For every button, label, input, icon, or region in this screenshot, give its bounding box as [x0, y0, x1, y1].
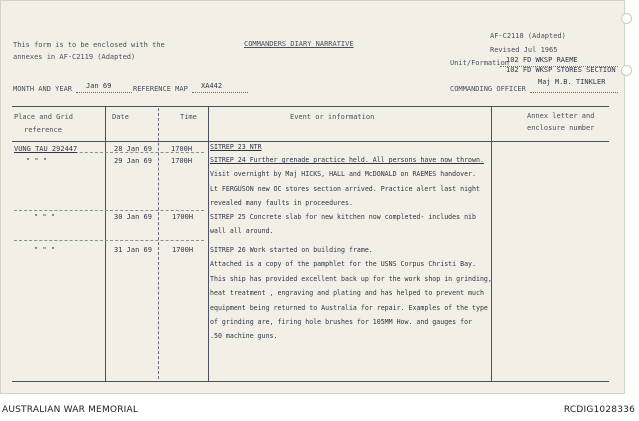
entry-line: equipment being returned to Australia for repair. Examples of the type — [210, 303, 488, 312]
entry-line: SITREP 23 NTR — [210, 143, 262, 151]
punch-hole — [621, 65, 632, 76]
column-divider-dashed — [158, 108, 159, 379]
header-annex-2: enclosure number — [527, 124, 595, 132]
entry-line: SITREP 24 Further grenade practice held. All persons have now thrown. — [210, 156, 484, 164]
row-1-place: VUNG TAU 292447 — [14, 145, 78, 153]
header-annex: Annex letter and — [527, 112, 595, 120]
reference-dotted-line — [192, 92, 248, 93]
commanding-value: Maj M.B. TINKLER — [538, 78, 606, 86]
month-dotted-line — [76, 92, 132, 93]
month-value: Jan 69 — [86, 82, 112, 90]
entry-line: This ship has provided excellent back up for the work shop in grinding, — [210, 274, 492, 283]
header-event: Event or information — [290, 113, 375, 121]
row-3-time: 1700H — [172, 213, 194, 221]
row-2-time: 1700H — [171, 157, 193, 165]
entry-line: SITREP 26 Work started on building frame. — [210, 246, 373, 254]
punch-hole — [621, 13, 632, 24]
entry-line: Lt FERGUSON new OC stores section arrived. Practice alert last night — [210, 184, 480, 193]
form-number: AF-C2118 (Adapted) — [490, 32, 566, 40]
header-place: Place and Grid — [14, 113, 74, 121]
entry-line: of grinding are, firing hole brushes for 105MM How. and gauges for — [210, 318, 473, 327]
header-time: Time — [180, 113, 197, 121]
row-1-time: 1700H — [171, 145, 193, 153]
commanding-dotted-line — [530, 92, 618, 93]
row-4-date: 31 Jan 69 — [114, 246, 152, 254]
row-4-time: 1700H — [172, 246, 194, 254]
unit-label: Unit/Formation — [450, 59, 510, 67]
table-bottom-rule — [12, 381, 609, 382]
unit-value-2: 102 FD WKSP STORES SECTION — [506, 66, 616, 74]
entry-line: Attached is a copy of the pamphlet for the USNS Corpus Christi Bay. — [210, 260, 476, 269]
row-4-entry — [210, 243, 495, 344]
reference-label: REFERENCE MAP — [133, 85, 188, 93]
row-2-place: " " " — [26, 157, 48, 165]
entry-line: Visit overnight by Maj HICKS, HALL and McDONALD on RAEMES handover. — [210, 170, 476, 179]
column-divider — [208, 106, 209, 381]
row-4-place: " " " — [34, 246, 56, 254]
unit-value-1: 102 FD WKSP RAEME — [506, 56, 578, 64]
header-place-2: reference — [24, 126, 62, 134]
column-divider — [105, 106, 106, 381]
reference-value: XA442 — [201, 82, 223, 90]
table-top-rule — [12, 106, 609, 107]
row-3-place: " " " — [34, 213, 56, 221]
header-date: Date — [112, 113, 129, 121]
entry-line: heat treatment , engraving and plating and has helped to prevent much — [210, 289, 484, 298]
entry-line: .50 machine guns. — [210, 332, 278, 341]
row-separator — [14, 210, 204, 211]
commanding-label: COMMANDING OFFICER — [450, 85, 526, 93]
row-3-entry — [210, 210, 495, 239]
instruction-line-1: This form is to be enclosed with the — [13, 41, 165, 49]
footer-record-id: RCDIG1028336 — [563, 405, 635, 415]
row-2-entry — [210, 153, 495, 211]
revised-date: Revised Jul 1965 — [490, 46, 558, 54]
row-1-date: 28 Jan 69 — [114, 145, 152, 153]
entry-line: wall all around. — [210, 227, 274, 236]
instruction-line-2: annexes in AF-C2119 (Adapted) — [13, 53, 136, 61]
form-title: COMMANDERS DIARY NARRATIVE — [244, 40, 354, 48]
entry-line: revealed many faults in proceedures. — [210, 199, 353, 208]
footer-credit: AUSTRALIAN WAR MEMORIAL — [2, 405, 139, 415]
row-separator — [14, 240, 204, 241]
row-3-date: 30 Jan 69 — [114, 213, 152, 221]
row-2-date: 29 Jan 69 — [114, 157, 152, 165]
month-label: MONTH AND YEAR — [13, 85, 73, 93]
entry-line: SITREP 25 Concrete slab for new kitchen now completed- includes nib — [210, 213, 476, 221]
